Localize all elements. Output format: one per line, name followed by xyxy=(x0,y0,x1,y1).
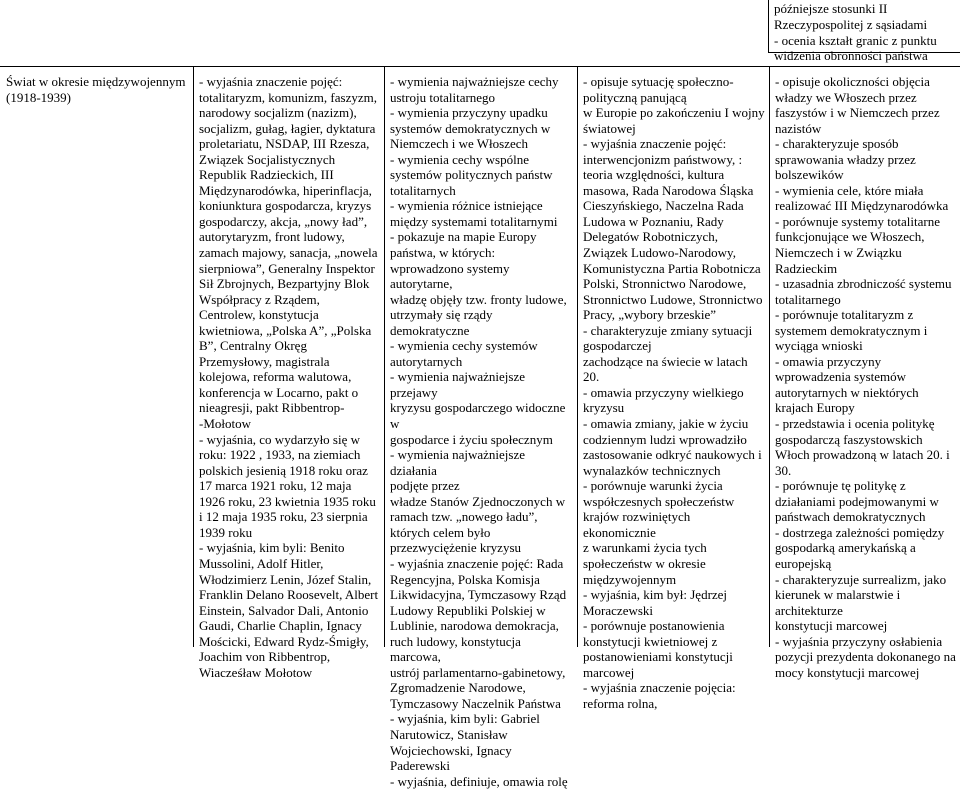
full-requirements-text: - opisuje okoliczności objęcia władzy we Włoszech przez faszystów i w Niemczech przez nazistów - charakteryzuje sposób sprawowania władzy przez bolszewików - wymienia cele, które miała realizować III Międzynarodówka - porównuje systemy totalitarne funkcjonujące we Włoszech, Niemczech i w Związku Radzieckim - uzasadnia zbrodniczość systemu totalitarnego - porównuje totalitaryzm z systemem demokratycznym i wyciąga wnioski - omawia przyczyny wprowadzenia systemów autorytarnych w niektórych krajach Europy - przedstawia i ocenia politykę gospodarczą faszystowskich Włoch prowadzoną w latach 20. i 30. - porównuje tę politykę z działaniami podejmowanymi w państwach demokratycznych - dostrzega zależności pomiędzy gospodarką amerykańską a europejską - charakteryzuje surrealizm, jako kierunek w malarstwie i architekturze konstytucji marcowej - wyjaśnia przyczyny osłabienia pozycji prezydenta dokonanego na mocy konstytucji marcowej xyxy=(775,74,956,680)
advanced-requirements-cell xyxy=(577,67,769,711)
topic-cell xyxy=(0,67,193,647)
extended-requirements-cell xyxy=(384,67,577,789)
extended-requirements-text: - wymienia najważniejsze cechy ustroju totalitarnego - wymienia przyczyny upadku systemów demokratycznych w Niemczech i we Włoszech - wymienia cechy wspólne systemów politycznych państw totalitarnych - wymienia różnice istniejące między systemami totalitarnymi - pokazuje na mapie Europy państwa, w których: wprowadzono systemy autorytarne, władzę objęły tzw. fronty ludowe, utrzymały się rządy demokratyczne - wymienia cechy systemów autorytarnych - wymienia najważniejsze przejawy kryzysu gospodarczego widoczne w gospodarce i życiu społecznym - wymienia najważniejsze działania podjęte przez władze Stanów Zjednoczonych w ramach tzw. „nowego ładu”, których celem było przezwyciężenie kryzysu - wyjaśnia znaczenie pojęć: Rada Regencyjna, Polska Komisja Likwidacyjna, Tymczasowy Rząd Ludowy Republiki Polskiej w Lublinie, narodowa demokracja, ruch ludowy, konstytucja marcowa, ustrój parlamentarno-gabinetowy, Zgromadzenie Narodowe, Tymczasowy Naczelnik Państwa - wyjaśnia, kim byli: Gabriel Narutowicz, Stanisław Wojciechowski, Ignacy Paderewski - wyjaśnia, definiuje, omawia rolę xyxy=(390,74,568,789)
advanced-requirements-text: - opisuje sytuację społeczno- polityczną panującą w Europie po zakończeniu I wojny światowej - wyjaśnia znaczenie pojęć: interwencjonizm państwowy, : teoria względności, kultura masowa, Rada Narodowa Śląska Cieszyńskiego, Naczelna Rada Ludowa w Poznaniu, Rady Delegatów Robotniczych, Związek Ludowo-Narodowy, Komunistyczna Partia Robotnicza Polski, Stronnictwo Narodowe, Stronnictwo Ludowe, Stronnictwo Pracy, „wybory brzeskie” - charakteryzuje zmiany sytuacji gospodarczej zachodzące na świecie w latach 20. - omawia przyczyny wielkiego kryzysu - omawia zmiany, jakie w życiu codziennym ludzi wprowadziło zastosowanie odkryć naukowych i wynalazków technicznych - porównuje warunki życia współczesnych społeczeństw krajów rozwiniętych ekonomicznie z warunkami życia tych społeczeństw w okresie międzywojennym - wyjaśnia, kim był: Jędrzej Moraczewski - porównuje postanowienia konstytucji kwietniowej z postanowieniami konstytucji marcowej - wyjaśnia znaczenie pojęcia: reforma rolna, xyxy=(583,74,765,711)
curriculum-table-row xyxy=(0,66,960,789)
basic-requirements-text: - wyjaśnia znaczenie pojęć: totalitaryzm, komunizm, faszyzm, narodowy socjalizm (nazizm), socjalizm, gułag, łagier, dyktatura proletariatu, NSDAP, III Rzesza, Związek Socjalistycznych Republik Radzieckich, III Międzynarodówka, hiperinflacja, koniunktura gospodarcza, kryzys gospodarczy, akcja, „nowy ład”, autorytaryzm, front ludowy, zamach majowy, sanacja, „nowela sierpniowa”, Generalny Inspektor Sił Zbrojnych, Bezpartyjny Blok Współpracy z Rządem, Centrolew, konstytucja kwietniowa, „Polska A”, „Polska B”, Centralny Okręg Przemysłowy, magistrala kolejowa, reforma walutowa, konferencja w Locarno, pakt o nieagresji, pakt Ribbentrop- -Mołotow - wyjaśnia, co wydarzyło się w roku: 1922 , 1933, na ziemiach polskich jesienią 1918 roku oraz 17 marca 1921 roku, 12 maja 1926 roku, 23 kwietnia 1935 roku i 12 maja 1935 roku, 23 sierpnia 1939 roku - wyjaśnia, kim byli: Benito Mussolini, Adolf Hitler, Włodzimierz Lenin, Józef Stalin, Franklin Delano Roosevelt, Albert Einstein, Salvador Dali, Antonio Gaudi, Charlie Chaplin, Ignacy Mościcki, Edward Rydz-Śmigły, Joachim von Ribbentrop, Wiacześław Mołotow xyxy=(199,74,379,680)
previous-row-last-cell xyxy=(768,0,960,64)
previous-row-text: późniejsze stosunki II Rzeczypospolitej z sąsiadami - ocenia kształt granic z punktu widzenia obronności państwa xyxy=(774,1,937,64)
basic-requirements-cell xyxy=(193,67,384,680)
full-requirements-cell xyxy=(769,67,960,680)
topic-text: Świat w okresie międzywojennym (1918-1939) xyxy=(6,74,186,105)
